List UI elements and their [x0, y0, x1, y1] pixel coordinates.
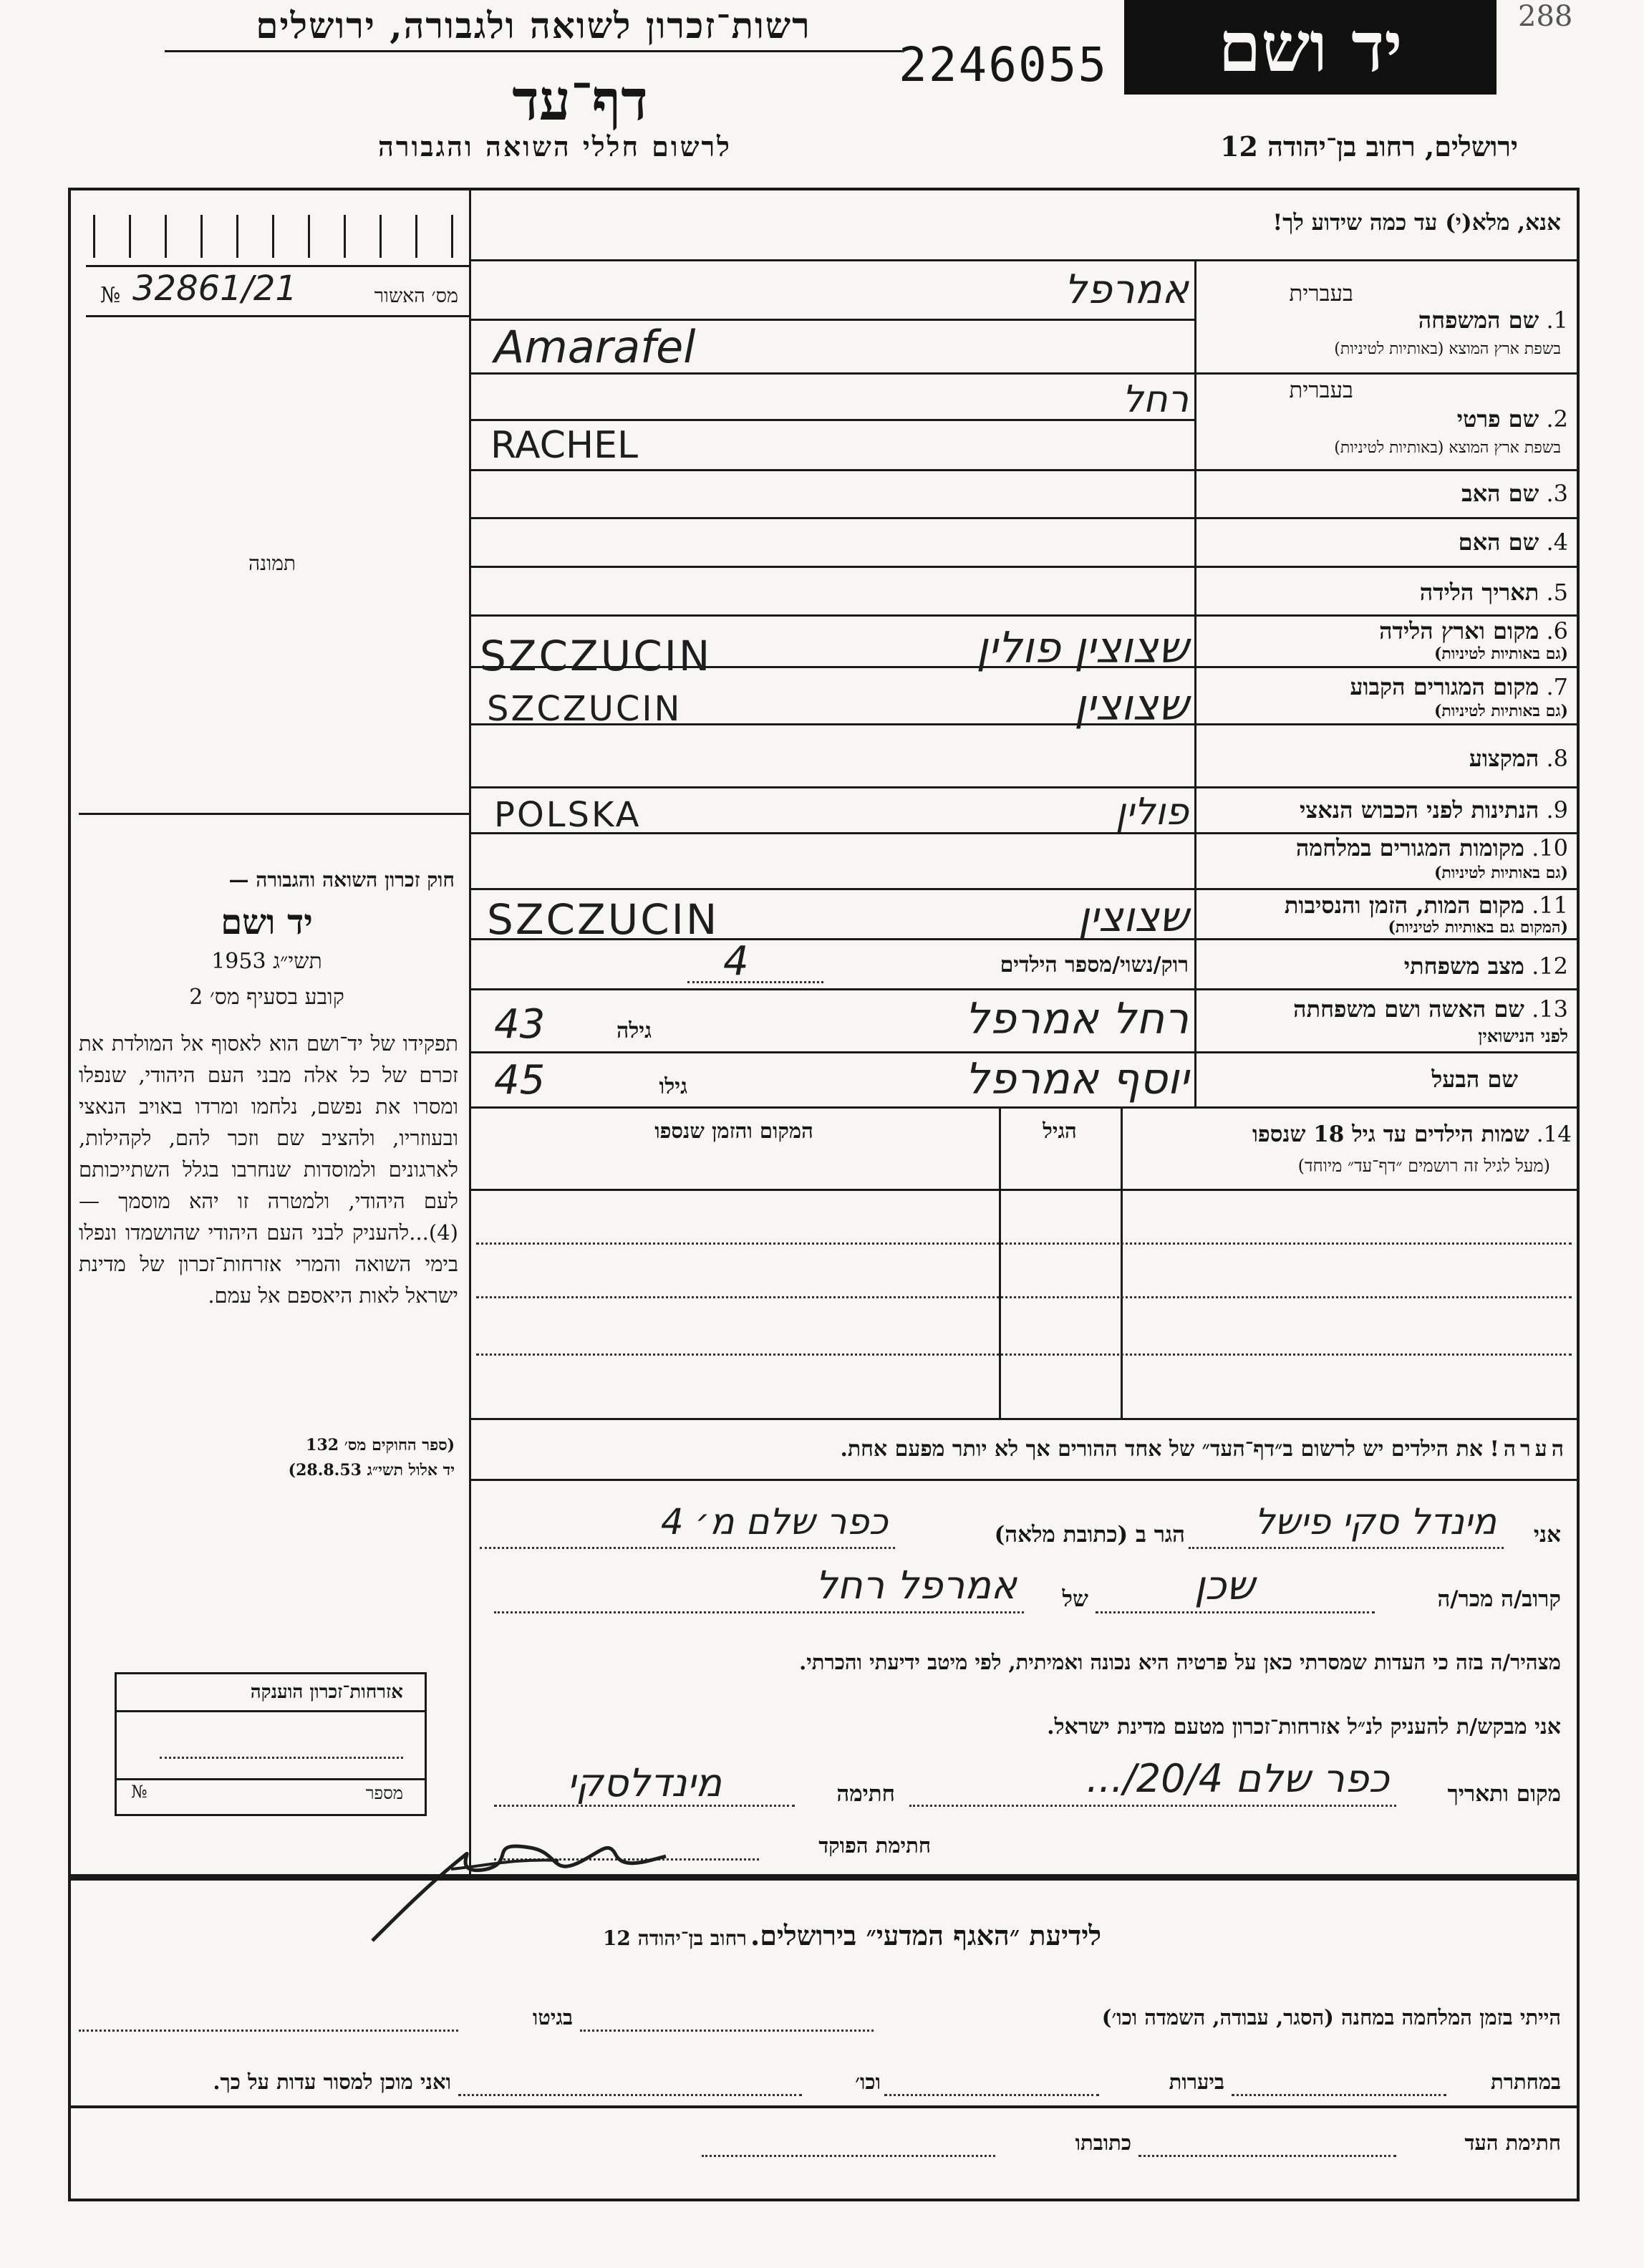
decl-place-date-value: כפר שלם 20/4/...: [1086, 1756, 1389, 1801]
address: ירושלים, רחוב בן־יהודה 12: [1220, 130, 1518, 163]
f1-sub: בשפת ארץ המוצא (באותיות לטיניות): [1334, 340, 1561, 358]
info-line1-a: הייתי בזמן המלחמה במחנה (הסגר, עבודה, השמדה וכו׳): [1101, 2005, 1561, 2030]
f5-num: 5.: [1546, 579, 1568, 606]
husband-value: יוסף אמרפל: [964, 1054, 1189, 1104]
f2-sub: בשפת ארץ המוצא (באותיות לטיניות): [1334, 439, 1561, 457]
law-name: יד ושם: [221, 902, 313, 942]
info-title-row: [430, 1919, 1275, 1952]
decl-relation-label: קרוב/ה מכר/ה: [1437, 1586, 1561, 1612]
f13-value: רחל אמרפל: [964, 994, 1189, 1044]
f11-label: מקום המות, הזמן והנסיבות: [1284, 892, 1524, 919]
f3-label: שם האב: [1461, 480, 1539, 507]
citizenship-number-prefix: №: [131, 1782, 148, 1802]
f6-value-latin: SZCZUCIN: [480, 632, 712, 680]
decl-of-value: אמרפל רחל: [815, 1563, 1017, 1608]
f7-sub: (גם באותיות לטיניות): [1433, 702, 1568, 720]
f3-row: [1210, 480, 1568, 507]
children-title: שמות הילדים עד גיל 18 שנספו: [1252, 1121, 1529, 1147]
f13-label: שם האשה ושם משפחתה: [1293, 995, 1524, 1023]
f4-row: [1210, 529, 1568, 556]
decl-name-value: מינדל סקי פישל: [1254, 1501, 1496, 1543]
husband-age: 45: [494, 1057, 546, 1104]
citizenship-box-title: אזרחות־זכרון הוענקה: [250, 1681, 403, 1703]
logo-text: יד ושם: [1218, 6, 1403, 87]
f1-label: שם המשפחה: [1418, 307, 1539, 334]
decl-signature-value: מינדלסקי: [567, 1760, 722, 1805]
f9-row: [1210, 796, 1568, 824]
decl-request: אני מבקש/ת להעניק לנ״ל אזרחות־זכרון מטעם מדינת ישראל.: [1047, 1714, 1561, 1739]
citizenship-number-label: מספר: [365, 1783, 403, 1803]
law-ref: (ספר החוקים מס׳ 132: [306, 1436, 455, 1454]
note-line: [480, 1437, 1568, 1462]
children-col-age: הגיל: [1043, 1119, 1077, 1143]
f13-age-label: גילה: [616, 1018, 652, 1043]
f11-num: 11.: [1532, 892, 1568, 919]
f11-row: [1210, 892, 1568, 919]
info-line1-b: בגיטו: [532, 2005, 573, 2030]
authority-name: רשות־זכרון לשואה ולגבורה, ירושלים: [256, 4, 811, 47]
approval-label: מס׳ האשור: [374, 285, 458, 307]
f9-label: הנתינות לפני הכבוש הנאצי: [1300, 796, 1539, 824]
f8-label: המקצוע: [1469, 745, 1539, 772]
f1-heb-value: אמרפל: [1064, 266, 1189, 313]
info-line2-a: במחתרת: [1491, 2070, 1561, 2094]
f2-label-row: [1210, 405, 1568, 433]
law-text: תפקידו של יד־ושם הוא לאסוף אל המולדת את זכרם של כל אלה מבני העם היהודי, שנפלו ומסרו את נפשם, נלחמו ומרדו באויב הנאצי ובעוזריו, ולהציב שם וזכר להם, לקהילות, לארגונים ולמוסדות שנחרבו בגלל השתייכותם לעם היהודי, ולמטרה זו יהא מוסמך — (4)...להעניק לבני העם היהודי שהושמדו ונפלו בימי השואה והמרי אזרחות־זכרון של מדינת ישראל לאות היאספם אל עמם.: [79, 1031, 458, 1308]
f2-latin-value: RACHEL: [490, 424, 638, 467]
form-subtitle: לרשום חללי השואה והגבורה: [378, 130, 732, 163]
decl-of-label: של: [1062, 1586, 1088, 1612]
f1-heb-label: בעברית: [1289, 281, 1353, 307]
f7-value-latin: SZCZUCIN: [487, 689, 682, 729]
f6-row: [1210, 617, 1568, 645]
f5-row: [1210, 579, 1568, 606]
f12-children: 4: [723, 938, 749, 985]
logo: [1124, 0, 1496, 95]
info-address: רחוב בן־יהודה 12: [602, 1926, 747, 1950]
decl-address-value: כפר שלם מ׳ 4: [660, 1501, 888, 1543]
decl-resides: הגר ב (כתובת מלאה): [994, 1522, 1185, 1548]
decl-statement: מצהיר/ה בזה כי העדות שמסרתי כאן על פרטיה היא נכונה ואמיתית, לפי מיטב ידיעתי והכרתי.: [799, 1650, 1561, 1674]
f6-num: 6.: [1546, 617, 1568, 645]
f1-label-row: [1210, 307, 1568, 334]
f6-value-heb: שצוצין פולין: [976, 623, 1189, 673]
f9-num: 9.: [1546, 796, 1568, 824]
f7-label: מקום המגורים הקבוע: [1350, 673, 1539, 700]
law-ref-date: יד אלול תשי״ג 28.8.53): [288, 1461, 455, 1480]
f12-label: מצב משפחתי: [1403, 952, 1524, 980]
note-text: את הילדים יש לרשום ב״דף־העד״ של אחד ההורים אך לא יותר מפעם אחת.: [840, 1437, 1484, 1462]
info-line2-d: ואני מוכן למסור עדות על כך.: [213, 2070, 451, 2094]
info-line2-c: וכו׳: [855, 2070, 881, 2094]
f10-sub: (גם באותיות לטיניות): [1433, 864, 1568, 882]
f2-heb-label: בעברית: [1289, 377, 1353, 403]
f12-options: רוק/נשוי/מספר הילדים: [1000, 952, 1189, 978]
decl-relation-value: שכן: [1194, 1563, 1255, 1609]
husband-age-label: גילו: [659, 1074, 687, 1099]
form-number: 2246055: [899, 37, 1108, 92]
f10-num: 10.: [1532, 834, 1568, 862]
children-title-row: [1128, 1121, 1572, 1147]
f6-label: מקום וארץ הלידה: [1379, 617, 1539, 645]
f10-row: [1210, 834, 1568, 862]
f11-sub: (המקום גם באותיות לטיניות): [1388, 918, 1568, 937]
f7-row: [1210, 673, 1568, 700]
f2-label: שם פרטי: [1456, 405, 1539, 433]
f13-age: 43: [494, 1001, 546, 1048]
f5-label: תאריך הלידה: [1419, 579, 1539, 606]
law-section: קובע בסעיף מס׳ 2: [189, 985, 344, 1010]
f9-value-latin: POLSKA: [494, 795, 642, 835]
info-title: לידיעת ״האגף המדעי״ בירושלים.: [750, 1919, 1102, 1951]
f4-num: 4.: [1546, 529, 1568, 556]
decl-officer-label: חתימת הפוקד: [818, 1833, 931, 1858]
law-title: חוק זכרון השואה והגבורה —: [228, 868, 455, 892]
f11-value-latin: SZCZUCIN: [487, 895, 720, 944]
children-note: (מעל לגיל זה רושמים ״דף־עד״ מיוחד): [1297, 1156, 1550, 1176]
f13-sub: לפני הנישואין: [1478, 1026, 1568, 1046]
decl-place-date-label: מקום ותאריך: [1447, 1781, 1561, 1807]
approval-number: 32861/21: [132, 269, 297, 309]
f8-row: [1210, 745, 1568, 772]
approval-prefix: №: [100, 283, 121, 308]
f3-num: 3.: [1546, 480, 1568, 507]
f2-num: 2.: [1546, 405, 1568, 433]
info-line2-b: ביערות: [1169, 2070, 1224, 2094]
f11-value-heb: שצוצין: [1078, 892, 1189, 941]
f12-row: [1210, 952, 1568, 980]
children-num: 14.: [1536, 1121, 1572, 1147]
note-label: הערה!: [1489, 1437, 1568, 1462]
law-year: תשי״ג 1953: [211, 949, 322, 974]
f7-value-heb: שצוצין: [1074, 680, 1189, 730]
children-col-place: המקום והזמן שנספו: [654, 1119, 813, 1143]
husband-label: שם הבעל: [1431, 1066, 1518, 1093]
f1-num: 1.: [1546, 307, 1568, 334]
corner-note: 288: [1518, 0, 1573, 33]
photo-label: תמונה: [248, 551, 296, 575]
f1-latin-value: Amarafel: [494, 321, 696, 373]
f12-num: 12.: [1532, 952, 1568, 980]
f13-num: 13.: [1532, 995, 1568, 1023]
info-line3-a: חתימת העד: [1464, 2131, 1561, 2155]
instruction: אנא, מלא(י) עד כמה שידוע לך!: [1272, 210, 1561, 236]
decl-signature-label: חתימה: [836, 1781, 895, 1807]
f6-sub: (גם באותיות לטיניות): [1433, 645, 1568, 663]
f10-label: מקומות המגורים במלחמה: [1295, 834, 1524, 862]
f7-num: 7.: [1546, 673, 1568, 700]
decl-ani: אני: [1533, 1522, 1561, 1548]
info-line3-b: כתובתו: [1075, 2131, 1131, 2155]
f2-heb-value: רחל: [1122, 378, 1189, 421]
f13-row: [1210, 995, 1568, 1023]
citizenship-box: [115, 1672, 427, 1816]
f4-label: שם האם: [1458, 529, 1539, 556]
f8-num: 8.: [1546, 745, 1568, 772]
form-title: דף־עד: [512, 68, 648, 133]
f9-value-heb: פולין: [1116, 791, 1189, 834]
